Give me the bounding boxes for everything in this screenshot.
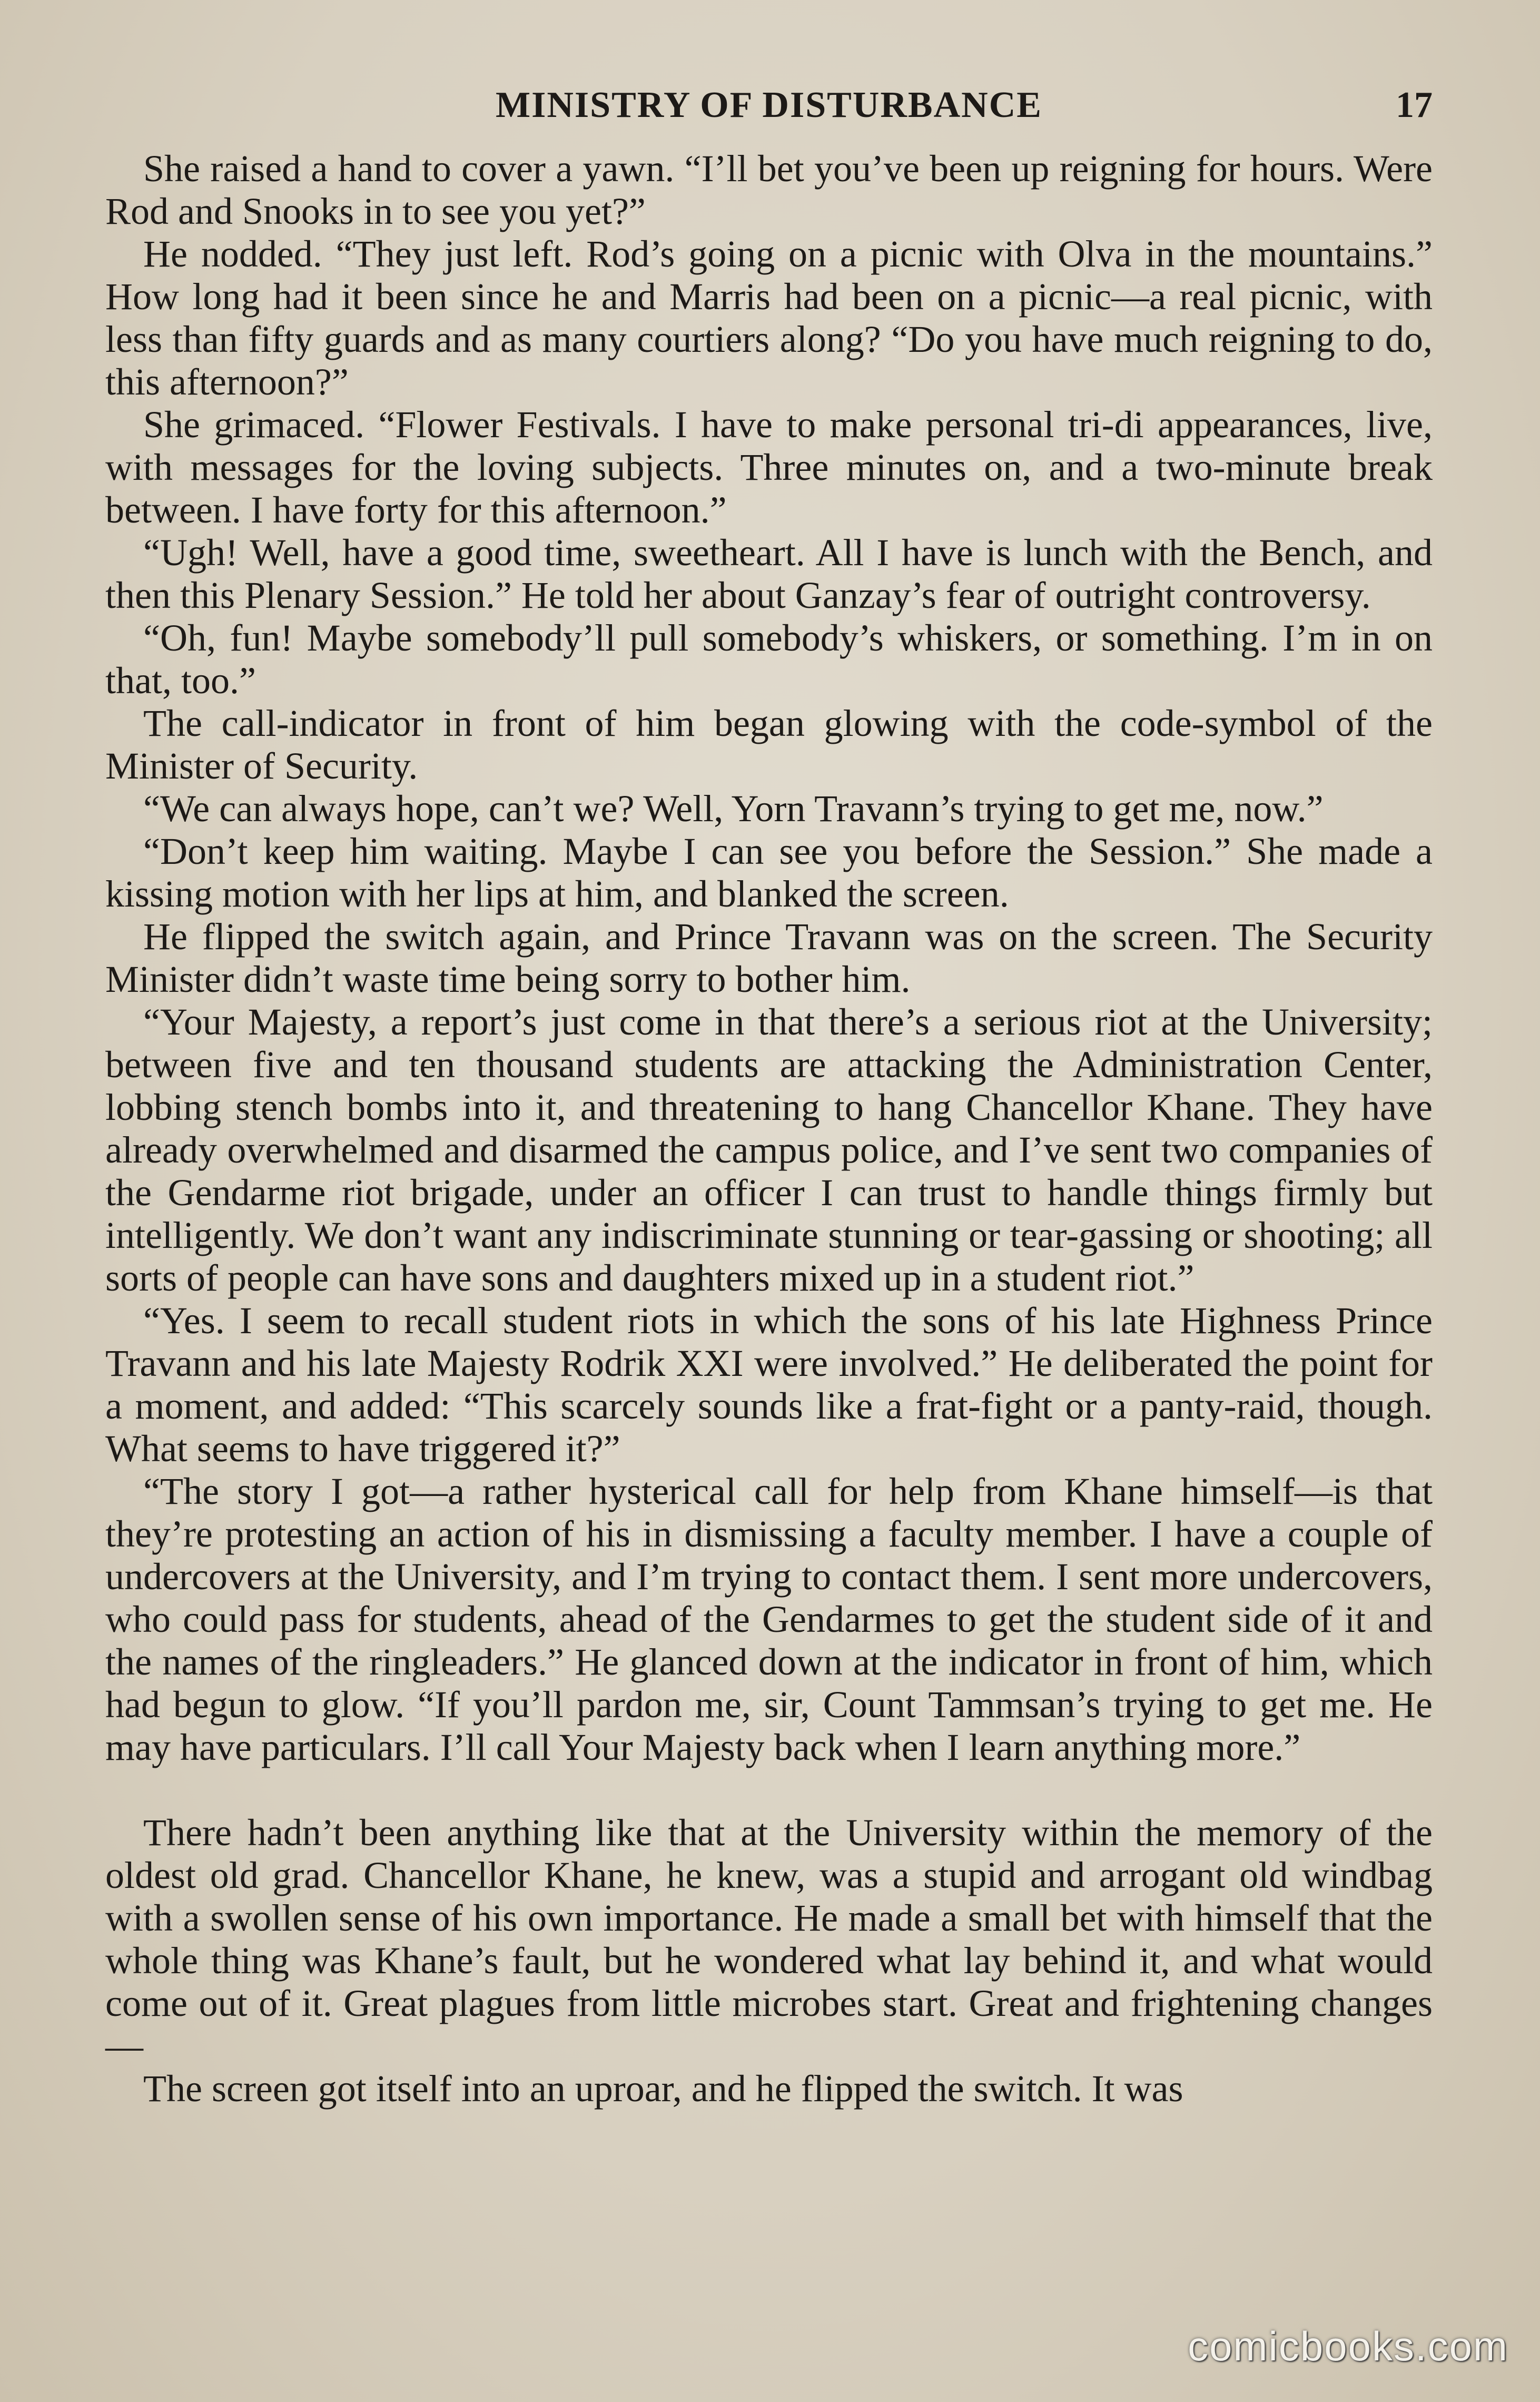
paragraph: He flipped the switch again, and Prince Travann was on the screen. The Security Minister didn’t waste time being sorry to bother him. (105, 915, 1433, 1000)
paragraph: “Yes. I seem to recall student riots in which the sons of his late Highness Prince Travann and his late Majesty Rodrik XXI were involved.” He deliberated the point for a moment, and added: “This scarcely sounds like a frat-fight or a panty-raid, though. What seems to have triggered it?” (105, 1300, 1433, 1470)
page-number: 17 (1396, 85, 1433, 125)
paragraph: The screen got itself into an uproar, and he flipped the switch. It was (143, 2068, 1183, 2110)
paragraph: He nodded. “They just left. Rod’s going on a picnic with Olva in the mountains.” How long had it been since he and Marris had been on a picnic—a real picnic, with less than fifty guards and as many courtiers along? “Do you have much reigning to do, this afternoon?” (105, 233, 1433, 403)
paragraph: “Your Majesty, a report’s just come in that there’s a serious riot at the University; between five and ten thousand students are attacking the Administration Center, lobbing stench bombs into it, and threatening to hang Chancellor Khane. They have already overwhelmed and disarmed the campus police, and I’ve sent two companies of the Gendarme riot brigade, under an officer I can trust to handle things firmly but intelligently. We don’t want any indiscriminate stunning or tear-gassing or shooting; all sorts of people can have sons and daughters mixed up in a student riot.” (105, 1001, 1433, 1299)
body-text (105, 147, 1433, 2110)
paragraph: She grimaced. “Flower Festivals. I have to make personal tri-di appearances, live, with messages for the loving subjects. Three minutes on, and a two-minute break between. I have forty for this afternoon.” (105, 403, 1433, 531)
paragraph: “We can always hope, can’t we? Well, Yorn Travann’s trying to get me, now.” (143, 787, 1324, 830)
paragraph: “Don’t keep him waiting. Maybe I can see you before the Session.” She made a kissing motion with her lips at him, and blanked the screen. (105, 830, 1433, 915)
paragraph: “Ugh! Well, have a good time, sweetheart. All I have is lunch with the Bench, and then this Plenary Session.” He told her about Ganzay’s fear of outright controversy. (105, 531, 1433, 616)
page-header (105, 79, 1433, 137)
paragraph: “Oh, fun! Maybe somebody’ll pull somebody’s whiskers, or something. I’m in on that, too.” (105, 617, 1433, 702)
site-watermark: comicbooks.com (1188, 2323, 1508, 2369)
paragraph: There hadn’t been anything like that at the University within the memory of the oldest old grad. Chancellor Khane, he knew, was a stupid and arrogant old windbag with a swollen sense of his own importance. He made a small bet with himself that the whole thing was Khane’s fault, but he wondered what lay behind it, and what would come out of it. Great plagues from little microbes start. Great and frightening changes— (105, 1812, 1433, 2067)
paragraph: “The story I got—a rather hysterical call for help from Khane himself—is that they’re protesting an action of his in dismissing a faculty member. I have a couple of undercovers at the University, and I’m trying to contact them. I sent more undercovers, who could pass for students, ahead of the Gendarmes to get the student side of it and the names of the ringleaders.” He glanced down at the indicator in front of him, which had begun to glow. “If you’ll pardon me, sir, Count Tammsan’s trying to get me. He may have particulars. I’ll call Your Majesty back when I learn anything more.” (105, 1470, 1433, 1768)
running-head: MINISTRY OF DISTURBANCE (496, 85, 1042, 125)
paragraph: She raised a hand to cover a yawn. “I’ll bet you’ve been up reigning for hours. Were Rod and Snooks in to see you yet?” (105, 147, 1433, 232)
paragraph: The call-indicator in front of him began glowing with the code-symbol of the Minister of Security. (105, 702, 1433, 787)
